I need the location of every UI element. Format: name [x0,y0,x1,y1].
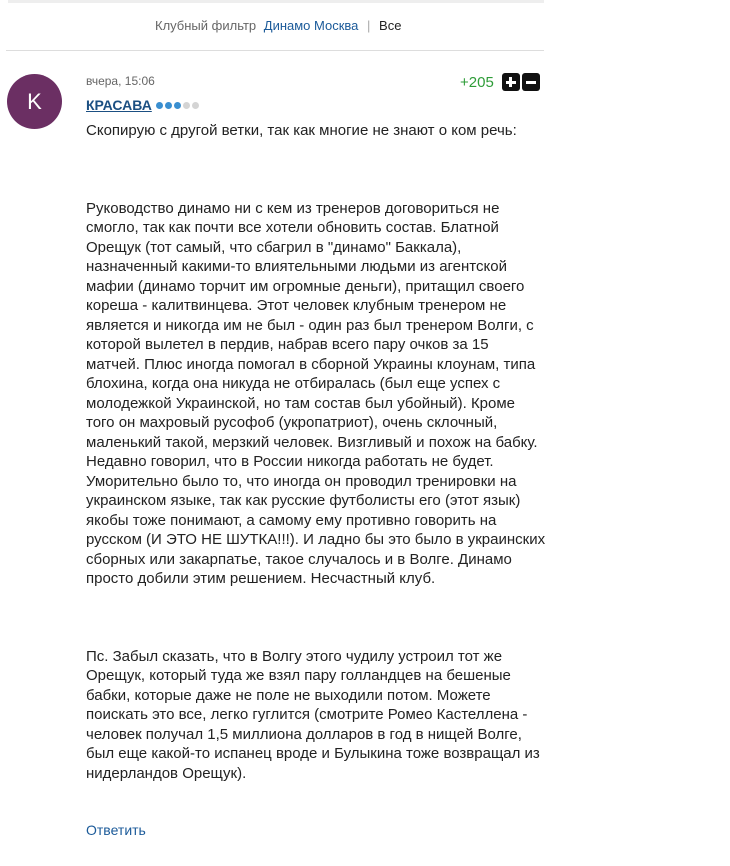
comment-paragraph: Скопирую с другой ветки, так как многие не знают о ком речь: [86,122,517,139]
comment-paragraph: Руководство динамо ни с кем из тренеров договориться не смогло, так как почти все хотели обновить состав. Блатной Орещук (тот самый, что сбагрил в "динамо" Баккала), назначенный какими-то влиятельными людьми из агентской мафии (динамо торчит им огромные деньги), притащил своего кореша - калитвинцева. Этот человек клубным тренером не является и никогда им не был - один раз был тренером Волги, с которой вылетел в пердив, набрав всего пару очков за 15 матчей. Плюс иногда помогал в сборной Украины клоунам, типа блохина, когда она никуда не отбиралась (был еще успех с молодежкой Украинской, но там состав был убойный). Кроме того он махровый русофоб (укропатриот), очень склочный, маленький такой, мерзкий человек. Визгливый и похож на бабку. Недавно говорил, что в России никогда работать не будет. Уморительно было то, что иногда он проводил тренировки на украинском языке, так как русские футболисты его (этот язык) якобы тоже понимают, а самому ему противно говорить на русском (И ЭТО НЕ ШУТКА!!!). И ладно бы это было в украинских сборных или закарпатье, такое случалось и в Волге. Динамо просто добили этим решением. Несчастный клуб. [86,199,546,587]
section-divider [6,50,544,51]
rating-score: +205 [460,73,494,91]
comment-body [86,121,546,783]
comment-timestamp: вчера, 15:06 [86,74,155,88]
level-dot-filled [174,102,181,109]
comment-paragraph: Пс. Забыл сказать, что в Волгу этого чудилу устроил тот же Орещук, который туда же взял пару голландцев на бешеные бабки, которые даже не поле не выходили потом. Можете поискать это все, легко гуглится (смотрите Ромео Кастеллена - человек получал 1,5 миллиона долларов в год в нищей Волге, был еще какой-то испанец вроде и Булыкина тоже возвращал из нидерландов Орещук). [86,647,540,782]
top-divider [8,0,544,3]
avatar[interactable] [7,74,62,129]
level-dot-empty [183,102,190,109]
club-filter [155,18,401,33]
downvote-button[interactable] [522,73,540,91]
author-row [86,97,201,113]
level-dot-filled [165,102,172,109]
comment-rating [460,73,540,91]
upvote-button[interactable] [502,73,520,91]
level-dot-filled [156,102,163,109]
author-link[interactable]: КРАСАВА [86,97,152,113]
filter-separator: | [367,18,371,33]
club-filter-all[interactable]: Все [379,18,402,33]
avatar-letter: K [27,88,42,114]
user-level-indicator [156,102,201,109]
club-filter-label: Клубный фильтр [155,18,257,33]
minus-icon [526,81,536,84]
level-dot-empty [192,102,199,109]
reply-link[interactable]: Ответить [86,822,146,838]
club-filter-link[interactable]: Динамо Москва [263,18,359,33]
